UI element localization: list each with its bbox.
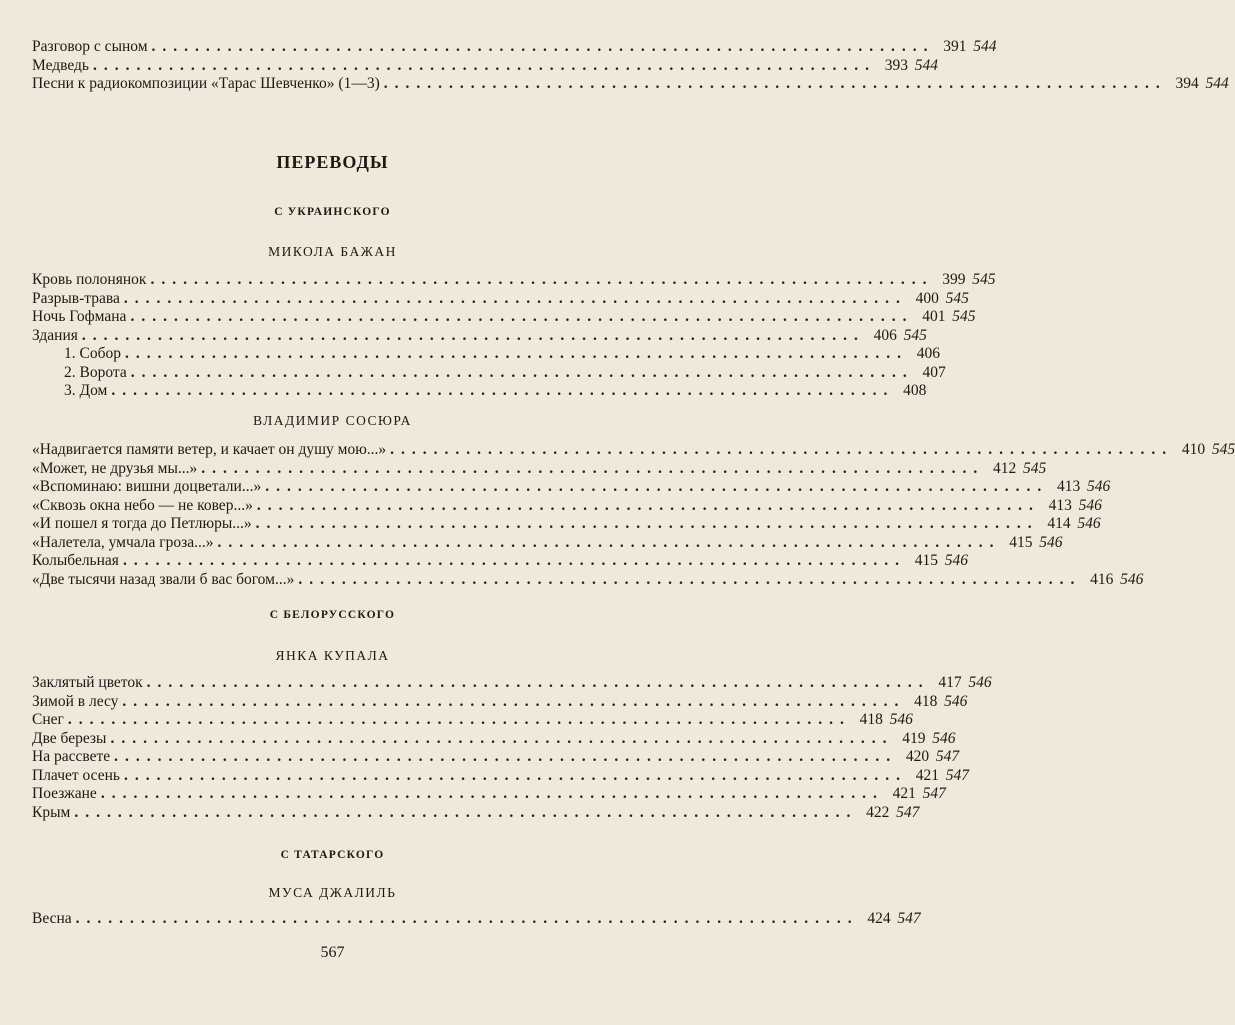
entry-title: Разрыв-трава	[32, 289, 120, 307]
leader-dots: ........................................................................	[265, 478, 1049, 495]
entry-page: 399	[942, 271, 966, 288]
toc-entry	[32, 748, 960, 767]
leader-dots: ........................................................................	[255, 515, 1039, 532]
entry-page: 410	[1181, 441, 1206, 458]
entry-page: 420	[905, 748, 930, 765]
entry-page: 413	[1056, 478, 1081, 495]
entry-comment-page: 546	[1077, 515, 1101, 532]
toc-group-top	[32, 38, 1229, 94]
leader-dots: ........................................................................	[124, 345, 908, 362]
entry-comment-page: 545	[945, 289, 969, 307]
entry-page: 413	[1048, 496, 1072, 514]
entry-title: Плачет осень	[32, 766, 120, 784]
entry-page: 400	[915, 289, 939, 307]
entry-comment-page: 544	[1205, 75, 1229, 92]
entry-title: Крым	[32, 803, 71, 821]
entry-comment-page: 547	[897, 910, 921, 927]
toc-entry	[32, 271, 996, 290]
entry-page: 394	[1175, 75, 1199, 92]
toc-subentry	[32, 382, 927, 401]
entry-title: Поезжане	[32, 785, 97, 802]
entry-comment-page: 546	[944, 692, 968, 710]
leader-dots: ........................................................................	[81, 326, 865, 344]
language-heading-tatar: С ТАТАРСКОГО	[280, 849, 385, 861]
author-name: ЯНКА КУПАЛА	[275, 648, 390, 663]
entry-title: Заклятый цветок	[32, 674, 143, 691]
entry-title: «И пошел я тогда до Петлюры...»	[32, 515, 252, 532]
entry-page: 415	[1009, 533, 1033, 551]
leader-dots: ........................................................................	[114, 748, 898, 765]
entry-title: «Может, не друзья мы...»	[32, 459, 198, 477]
toc-entry	[32, 910, 921, 929]
entry-comment-page: 544	[973, 38, 997, 55]
toc-entry	[32, 803, 920, 823]
entry-page: 407	[922, 363, 946, 381]
toc-entry	[32, 459, 1047, 479]
toc-entry	[32, 38, 997, 57]
entry-title: Ночь Гофмана	[32, 308, 127, 325]
toc-entry	[32, 441, 1235, 460]
toc-entry	[32, 56, 938, 76]
entry-page: 424	[867, 910, 891, 927]
leader-dots: ........................................................................	[298, 570, 1082, 588]
entry-title: 3. Дом	[64, 382, 108, 399]
entry-page: 415	[914, 552, 938, 569]
entry-comment-page: 545	[1023, 459, 1047, 477]
author-name: ВЛАДИМИР СОСЮРА	[253, 413, 412, 428]
leader-dots: ........................................................................	[122, 692, 906, 710]
entry-comment-page: 545	[903, 326, 927, 344]
leader-dots: ........................................................................	[110, 729, 894, 747]
leader-dots: ........................................................................	[100, 785, 884, 802]
entry-page: 391	[943, 38, 967, 55]
entry-title: Кровь полонянок	[32, 271, 147, 288]
entry-comment-page: 546	[968, 674, 992, 691]
toc-entry	[32, 711, 913, 730]
entry-title: Весна	[32, 910, 72, 927]
entry-page: 418	[859, 711, 883, 728]
entry-title: «Вспоминаю: вишни доцветали...»	[32, 478, 262, 495]
entry-comment-page: 546	[1039, 533, 1063, 551]
leader-dots: ........................................................................	[130, 308, 914, 325]
entry-title: Зимой в лесу	[32, 692, 119, 710]
entry-page: 421	[915, 766, 939, 784]
leader-dots: ........................................................................	[75, 910, 859, 927]
entry-page: 419	[902, 729, 926, 747]
leader-dots: ........................................................................	[256, 496, 1040, 514]
entry-title: Две березы	[32, 729, 107, 747]
entry-title: Медведь	[32, 56, 89, 74]
entry-title: Здания	[32, 326, 78, 344]
section-title: ПЕРЕВОДЫ	[276, 152, 389, 172]
entry-comment-page: 546	[1086, 478, 1111, 495]
toc-entry	[32, 326, 927, 346]
entry-title: 1. Собор	[64, 345, 121, 362]
toc-entry	[32, 478, 1111, 497]
entry-page: 393	[884, 56, 908, 74]
entry-comment-page: 546	[932, 729, 956, 747]
entry-title: «Сквозь окна небо — не ковер...»	[32, 496, 253, 514]
author-name: МУСА ДЖАЛИЛЬ	[268, 885, 397, 900]
toc-entry	[32, 552, 968, 571]
entry-page: 414	[1047, 515, 1071, 532]
entry-comment-page: 546	[889, 711, 913, 728]
leader-dots: ........................................................................	[151, 38, 935, 55]
toc-entry	[32, 75, 1229, 94]
leader-dots: ........................................................................	[217, 533, 1001, 551]
leader-dots: ........................................................................	[122, 552, 906, 569]
toc-entry	[32, 570, 1144, 590]
leader-dots: ........................................................................	[111, 382, 895, 399]
toc-entry	[32, 674, 992, 693]
toc-subentry	[32, 363, 946, 383]
entry-title: Разговор с сыном	[32, 38, 148, 55]
toc-entry	[32, 766, 969, 786]
entry-page: 412	[993, 459, 1017, 477]
leader-dots: ........................................................................	[130, 363, 914, 381]
entry-title: Снег	[32, 711, 64, 728]
leader-dots: ........................................................................	[74, 803, 858, 821]
entry-comment-page: 546	[1078, 496, 1102, 514]
toc-subentry	[32, 345, 940, 364]
entry-title: Песни к радиокомпозиции «Тарас Шевченко» (1—3)	[32, 75, 380, 92]
toc-entry	[32, 729, 956, 749]
entry-page: 406	[916, 345, 940, 362]
leader-dots: ........................................................................	[383, 75, 1167, 92]
entry-title: «Надвигается памяти ветер, и качает он душу мою...»	[32, 441, 387, 458]
toc-entry	[32, 785, 946, 804]
entry-comment-page: 545	[1211, 441, 1235, 458]
leader-dots: ........................................................................	[201, 459, 985, 477]
toc-entry	[32, 692, 968, 712]
entry-comment-page: 546	[1120, 570, 1144, 588]
leader-dots: ........................................................................	[390, 441, 1174, 458]
language-heading-ukrainian: С УКРАИНСКОГО	[274, 206, 391, 218]
entry-comment-page: 547	[922, 785, 946, 802]
entry-comment-page: 547	[935, 748, 960, 765]
leader-dots: ........................................................................	[150, 271, 934, 288]
entry-comment-page: 544	[914, 56, 938, 74]
entry-title: «Две тысячи назад звали б вас богом...»	[32, 570, 295, 588]
toc-group-kupala	[32, 674, 992, 822]
leader-dots: ........................................................................	[123, 766, 907, 784]
toc-group-jalil	[32, 910, 921, 929]
entry-page: 418	[914, 692, 938, 710]
leader-dots: ........................................................................	[123, 289, 907, 307]
entry-comment-page: 546	[944, 552, 968, 569]
toc-group-sosiura	[32, 441, 1235, 589]
entry-page: 421	[892, 785, 916, 802]
entry-page: 408	[903, 382, 927, 399]
toc-entry	[32, 496, 1102, 516]
toc-entry	[32, 533, 1063, 553]
page-number: 567	[320, 944, 345, 961]
entry-comment-page: 545	[972, 271, 996, 288]
entry-title: На рассвете	[32, 748, 111, 765]
leader-dots: ........................................................................	[93, 56, 876, 74]
entry-title: Колыбельная	[32, 552, 119, 569]
entry-page: 406	[873, 326, 897, 344]
entry-title: 2. Ворота	[64, 363, 127, 381]
toc-entry	[32, 515, 1101, 534]
entry-comment-page: 547	[896, 803, 920, 821]
entry-page: 417	[938, 674, 962, 691]
entry-comment-page: 545	[952, 308, 976, 325]
author-name: МИКОЛА БАЖАН	[268, 244, 397, 259]
toc-entry	[32, 289, 969, 309]
toc-entry	[32, 308, 976, 327]
entry-title: «Налетела, умчала гроза...»	[32, 533, 214, 551]
entry-page: 416	[1090, 570, 1114, 588]
leader-dots: ........................................................................	[146, 674, 930, 691]
entry-comment-page: 547	[945, 766, 969, 784]
toc-group-bazhan	[32, 271, 996, 401]
entry-page: 401	[922, 308, 946, 325]
language-heading-belarusian: С БЕЛОРУССКОГО	[269, 609, 396, 621]
leader-dots: ........................................................................	[67, 711, 851, 728]
entry-page: 422	[866, 803, 890, 821]
